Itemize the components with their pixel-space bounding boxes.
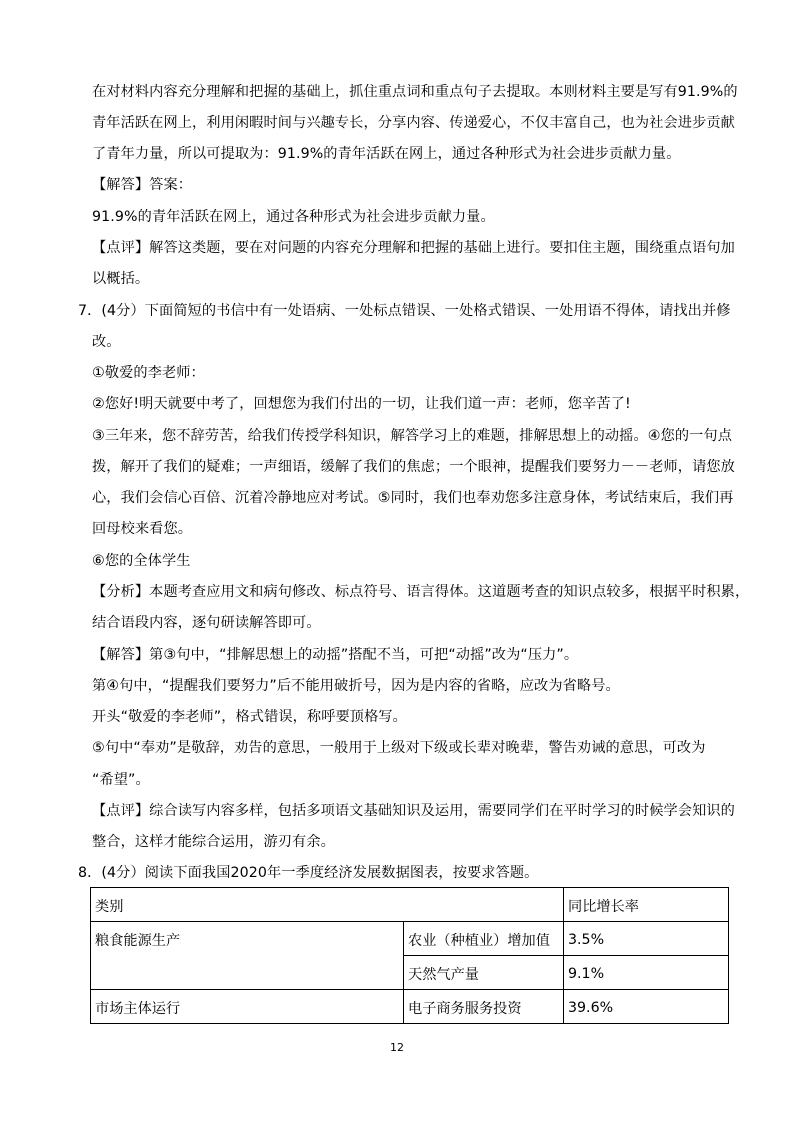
row-item: 电子商务服务投资	[404, 990, 564, 1024]
text-line: 结合语段内容，逐句研读解答即可。	[92, 615, 321, 631]
letter-line: ③三年来，您不辞劳苦，给我们传授学科知识，解答学习上的难题，排解思想上的动摇。④您的一句点	[92, 428, 733, 444]
text-line: 在对材料内容充分理解和把握的基础上，抓住重点词和重点句子去提取。本则材料主要是写有91.9%的	[92, 84, 738, 100]
text-line: 整合，这样才能综合运用，游刃有余。	[92, 834, 335, 850]
table-header-row	[91, 888, 729, 922]
text-line: “希望”。	[92, 772, 150, 788]
table-row	[91, 990, 729, 1024]
text-line: 了青年力量，所以可提取为：91.9%的青年活跃在网上，通过各种形式为社会进步贡献力量。	[92, 146, 681, 162]
table-row	[91, 922, 729, 956]
text-line: 改。	[92, 334, 121, 350]
text-line: 以概括。	[92, 271, 150, 287]
letter-line: ⑥您的全体学生	[92, 553, 191, 569]
row-value: 9.1%	[564, 956, 729, 990]
row-item: 天然气产量	[404, 956, 564, 990]
analysis-line: 【分析】本题考查应用文和病句修改、标点符号、语言得体。这道题考查的知识点较多，根据平时积累，	[92, 584, 750, 600]
letter-line: ①敬爱的李老师：	[92, 365, 205, 381]
question-8: 8．(4分）阅读下面我国2020年一季度经济发展数据图表，按要求答题。	[78, 865, 539, 881]
answer-label: 【解答】答案：	[92, 177, 193, 193]
row-group: 市场主体运行	[91, 990, 404, 1024]
comment-line: 【点评】解答这类题，要在对问题的内容充分理解和把握的基础上进行。要扣住主题，围绕重点语句加	[92, 240, 735, 256]
row-value: 39.6%	[564, 990, 729, 1024]
text-line: 91.9%的青年活跃在网上，通过各种形式为社会进步贡献力量。	[92, 209, 495, 225]
text-line: 第④句中，“提醒我们要努力”后不能用破折号，因为是内容的省略，应改为省略号。	[92, 678, 620, 694]
row-value: 3.5%	[564, 922, 729, 956]
letter-line: 回母校来看您。	[92, 521, 193, 537]
letter-line: 心，我们会信心百倍、沉着冷静地应对考试。⑤同时，我们也奉劝您多注意身体，考试结束后，我们再	[92, 490, 734, 506]
economic-data-table	[90, 887, 729, 1024]
comment-line: 【点评】综合读写内容多样，包括多项语文基础知识及运用，需要同学们在平时学习的时候学会知识的	[92, 803, 735, 819]
answer-line: 【解答】第③句中，“排解思想上的动摇”搭配不当，可把“动摇”改为“压力”。	[92, 647, 579, 663]
row-item: 农业（种植业）增加值	[404, 922, 564, 956]
text-line: ⑤句中“奉劝”是敬辞，劝告的意思，一般用于上级对下级或长辈对晚辈，警告劝诫的意思，可改为	[92, 740, 706, 756]
letter-line: ②您好!明天就要中考了，回想您为我们付出的一切，让我们道一声：老师，您辛苦了!	[92, 396, 631, 412]
text-line: 青年活跃在网上，利用闲暇时间与兴趣专长，分享内容、传递爱心，不仅丰富自己，也为社会进步贡献	[92, 115, 735, 131]
text-line: 开头“敬爱的李老师”，格式错误，称呼要顶格写。	[92, 709, 407, 725]
header-rate: 同比增长率	[564, 888, 729, 922]
row-group: 粮食能源生产	[91, 922, 404, 990]
page-number: 12	[390, 1041, 404, 1054]
letter-line: 拨，解开了我们的疑难；一声细语，缓解了我们的焦虑；一个眼神，提醒我们要努力－－老师，请您放	[92, 459, 735, 475]
question-7: 7．(4分）下面简短的书信中有一处语病、一处标点错误、一处格式错误、一处用语不得体，请找出并修	[78, 303, 731, 319]
header-category: 类别	[91, 888, 564, 922]
